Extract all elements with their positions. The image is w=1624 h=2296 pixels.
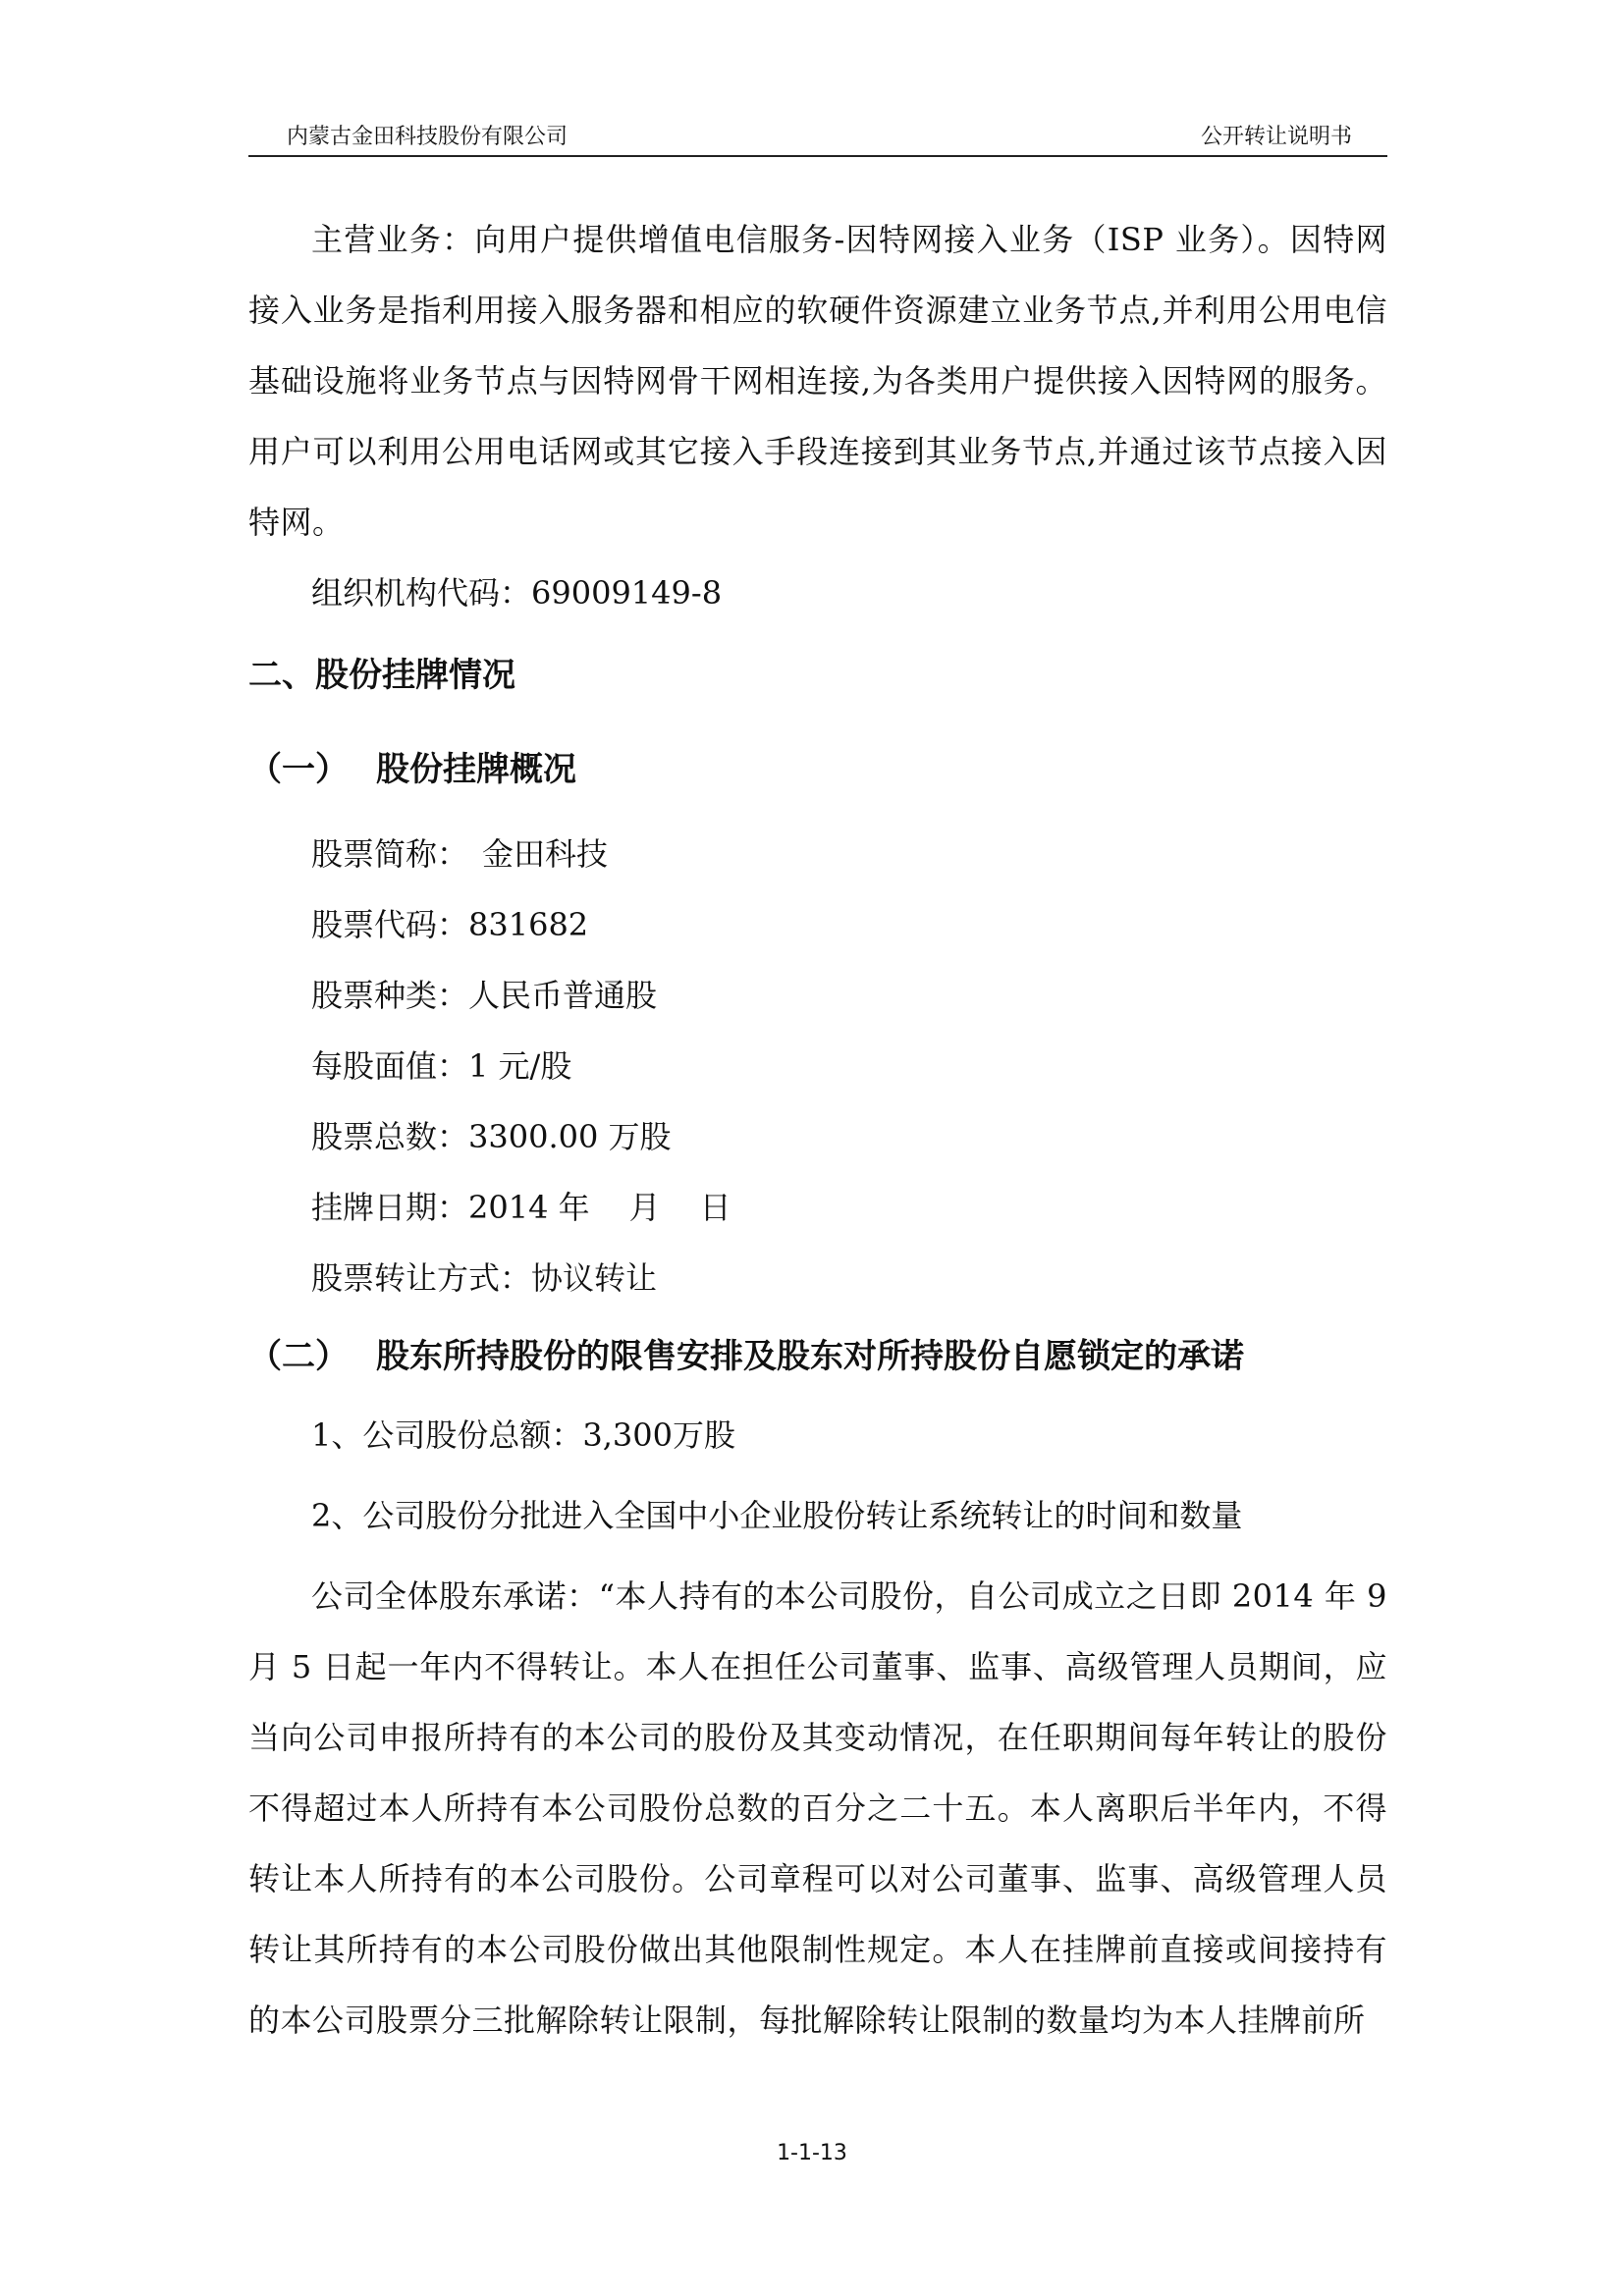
page-header — [248, 112, 1387, 157]
subsection-heading-lockup — [248, 1337, 1387, 1376]
org-code-line: 组织机构代码：69009149-8 — [311, 574, 723, 612]
transfer-method-line: 股票转让方式：协议转让 — [311, 1259, 658, 1297]
header-company-name: 内蒙古金田科技股份有限公司 — [287, 125, 568, 149]
listing-date-line — [248, 1172, 1387, 1243]
listing-date-year: 挂牌日期：2014 年 — [311, 1189, 590, 1226]
stock-code-line: 股票代码：831682 — [311, 906, 589, 943]
total-shares-line: 股票总数：3300.00 万股 — [311, 1118, 672, 1155]
subsection-title: 股份挂牌概况 — [376, 750, 576, 789]
header-document-title: 公开转让说明书 — [1200, 125, 1352, 149]
par-value-line: 每股面值：1 元/股 — [311, 1047, 572, 1085]
subsection-number: （一） — [248, 750, 349, 789]
page-number: 1-1-13 — [777, 2141, 847, 2165]
section-heading-listing: 二、股份挂牌情况 — [248, 656, 515, 695]
listing-date-day: 日 — [699, 1189, 731, 1226]
subsection-heading-overview — [248, 750, 1387, 789]
subsection-number: （二） — [248, 1337, 349, 1376]
subsection-title: 股东所持股份的限售安排及股东对所持股份自愿锁定的承诺 — [376, 1337, 1244, 1376]
listing-date-month: 月 — [628, 1189, 661, 1226]
page-content — [248, 204, 1387, 2056]
total-share-amount-line: 1、公司股份总额：3,300万股 — [311, 1416, 735, 1454]
batch-release-line: 2、公司股份分批进入全国中小企业股份转让系统转让的时间和数量 — [311, 1497, 1243, 1534]
shareholder-commitment-paragraph: 公司全体股东承诺：“本人持有的本公司股份，自公司成立之日即 2014 年 9 月 5 日起一年内不得转让。本人在担任公司董事、监事、高级管理人员期间，应当向公司申报所持有的本公司的股份及其变动情况，在任职期间每年转让的股份不得超过本人所持有本公司股份总数的百分之二十五。本人离职后半年内，不得转让本人所持有的本公司股份。公司章程可以对公司董事、监事、高级管理人员转让其所持有的本公司股份做出其他限制性规定。本人在挂牌前直接或间接持有的本公司股票分三批解除转让限制，每批解除转让限制的数量均为本人挂牌前所 — [248, 1577, 1387, 2039]
stock-short-name-value: 金田科技 — [482, 835, 609, 873]
stock-type-line: 股票种类：人民币普通股 — [311, 977, 658, 1014]
main-business-paragraph: 主营业务：向用户提供增值电信服务-因特网接入业务（ISP 业务）。因特网接入业务是指利用接入服务器和相应的软硬件资源建立业务节点,并利用公用电信基础设施将业务节点与因特网骨干网相连接,为各类用户提供接入因特网的服务。用户可以利用公用电话网或其它接入手段连接到其业务节点,并通过该节点接入因特网。 — [248, 221, 1387, 541]
stock-short-name-label: 股票简称： — [311, 835, 469, 873]
stock-short-name-line — [248, 819, 1387, 889]
